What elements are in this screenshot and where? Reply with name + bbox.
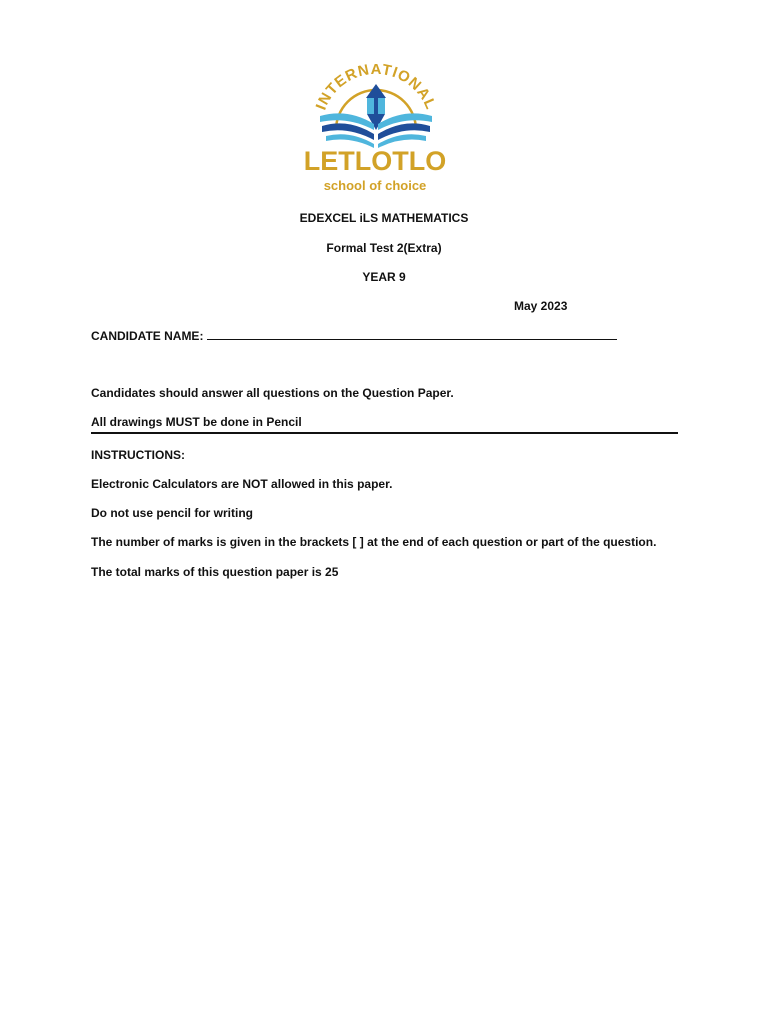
pencil-drawings-note: All drawings MUST be done in Pencil: [91, 415, 302, 429]
section-divider: [91, 432, 678, 434]
logo-arc-text: INTERNATIONAL: [312, 60, 440, 113]
instructions-heading: INSTRUCTIONS:: [91, 448, 185, 462]
candidate-name-row: [91, 328, 617, 343]
instruction-pencil: Do not use pencil for writing: [91, 506, 253, 520]
instruction-calculators: Electronic Calculators are NOT allowed in this paper.: [91, 477, 393, 491]
answer-all-note: Candidates should answer all questions on the Question Paper.: [91, 386, 454, 400]
school-logo: [300, 50, 450, 205]
candidate-name-label: CANDIDATE NAME:: [91, 329, 204, 343]
instruction-marks: The number of marks is given in the brackets [ ] at the end of each question or part of the question.: [91, 535, 657, 549]
exam-date: May 2023: [514, 299, 568, 313]
exam-subject: EDEXCEL iLS MATHEMATICS: [299, 211, 469, 225]
logo-tagline: school of choice: [323, 178, 427, 193]
test-title: Formal Test 2(Extra): [326, 241, 442, 255]
year-level: YEAR 9: [362, 270, 406, 284]
instruction-total-marks: The total marks of this question paper is 25: [91, 565, 339, 579]
logo-school-name: LETLOTLO: [303, 146, 447, 176]
candidate-name-field[interactable]: [207, 328, 617, 340]
